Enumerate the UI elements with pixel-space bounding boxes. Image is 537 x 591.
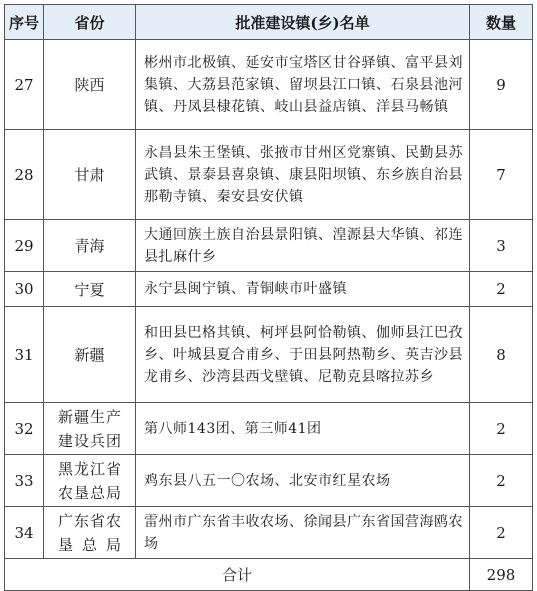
header-province: 省份 <box>44 5 136 40</box>
row-towns: 彬州市北极镇、延安市宝塔区甘谷驿镇、富平县刘集镇、大荔县范家镇、留坝县江口镇、石泉县池河镇、丹凤县棣花镇、岐山县益店镇、洋县马畅镇 <box>136 40 470 130</box>
row-count: 2 <box>470 507 533 559</box>
row-province: 广东省农垦总局 <box>44 507 136 559</box>
header-row <box>5 5 533 40</box>
row-province: 青海 <box>44 220 136 272</box>
total-value: 298 <box>470 559 533 591</box>
row-towns: 雷州市广东省丰收农场、徐闻县广东省国营海鸥农场 <box>136 507 470 559</box>
row-province: 甘肃 <box>44 130 136 220</box>
table-row <box>5 307 533 403</box>
row-count: 2 <box>470 455 533 507</box>
table-row <box>5 130 533 220</box>
row-province: 陕西 <box>44 40 136 130</box>
total-label: 合计 <box>5 559 470 591</box>
row-index: 33 <box>5 455 44 507</box>
row-towns: 第八师143团、第三师41团 <box>136 403 470 455</box>
row-province: 新疆生产建设兵团 <box>44 403 136 455</box>
row-index: 28 <box>5 130 44 220</box>
row-province: 黑龙江省农垦总局 <box>44 455 136 507</box>
row-towns: 鸡东县八五一〇农场、北安市红星农场 <box>136 455 470 507</box>
row-count: 9 <box>470 40 533 130</box>
row-count: 2 <box>470 272 533 307</box>
header-towns: 批准建设镇(乡)名单 <box>136 5 470 40</box>
row-index: 32 <box>5 403 44 455</box>
row-towns: 和田县巴格其镇、柯坪县阿恰勒镇、伽师县江巴孜乡、叶城县夏合甫乡、于田县阿热勒乡、英吉沙县龙甫乡、沙湾县西戈壁镇、尼勒克县喀拉苏乡 <box>136 307 470 403</box>
row-index: 31 <box>5 307 44 403</box>
row-towns: 永宁县闽宁镇、青铜峡市叶盛镇 <box>136 272 470 307</box>
row-index: 30 <box>5 272 44 307</box>
row-towns: 永昌县朱王堡镇、张掖市甘州区党寨镇、民勤县苏武镇、景泰县喜泉镇、康县阳坝镇、东乡族自治县那勒寺镇、秦安县安伏镇 <box>136 130 470 220</box>
row-count: 7 <box>470 130 533 220</box>
table-row <box>5 455 533 507</box>
row-province: 宁夏 <box>44 272 136 307</box>
table-row <box>5 507 533 559</box>
row-count: 3 <box>470 220 533 272</box>
table-row <box>5 272 533 307</box>
table-row <box>5 220 533 272</box>
table-row <box>5 403 533 455</box>
header-count: 数量 <box>470 5 533 40</box>
row-count: 8 <box>470 307 533 403</box>
row-count: 2 <box>470 403 533 455</box>
row-index: 34 <box>5 507 44 559</box>
row-index: 29 <box>5 220 44 272</box>
row-towns: 大通回族土族自治县景阳镇、湟源县大华镇、祁连县扎麻什乡 <box>136 220 470 272</box>
row-index: 27 <box>5 40 44 130</box>
towns-table <box>4 4 533 591</box>
table-row <box>5 40 533 130</box>
row-province: 新疆 <box>44 307 136 403</box>
header-index: 序号 <box>5 5 44 40</box>
total-row <box>5 559 533 591</box>
